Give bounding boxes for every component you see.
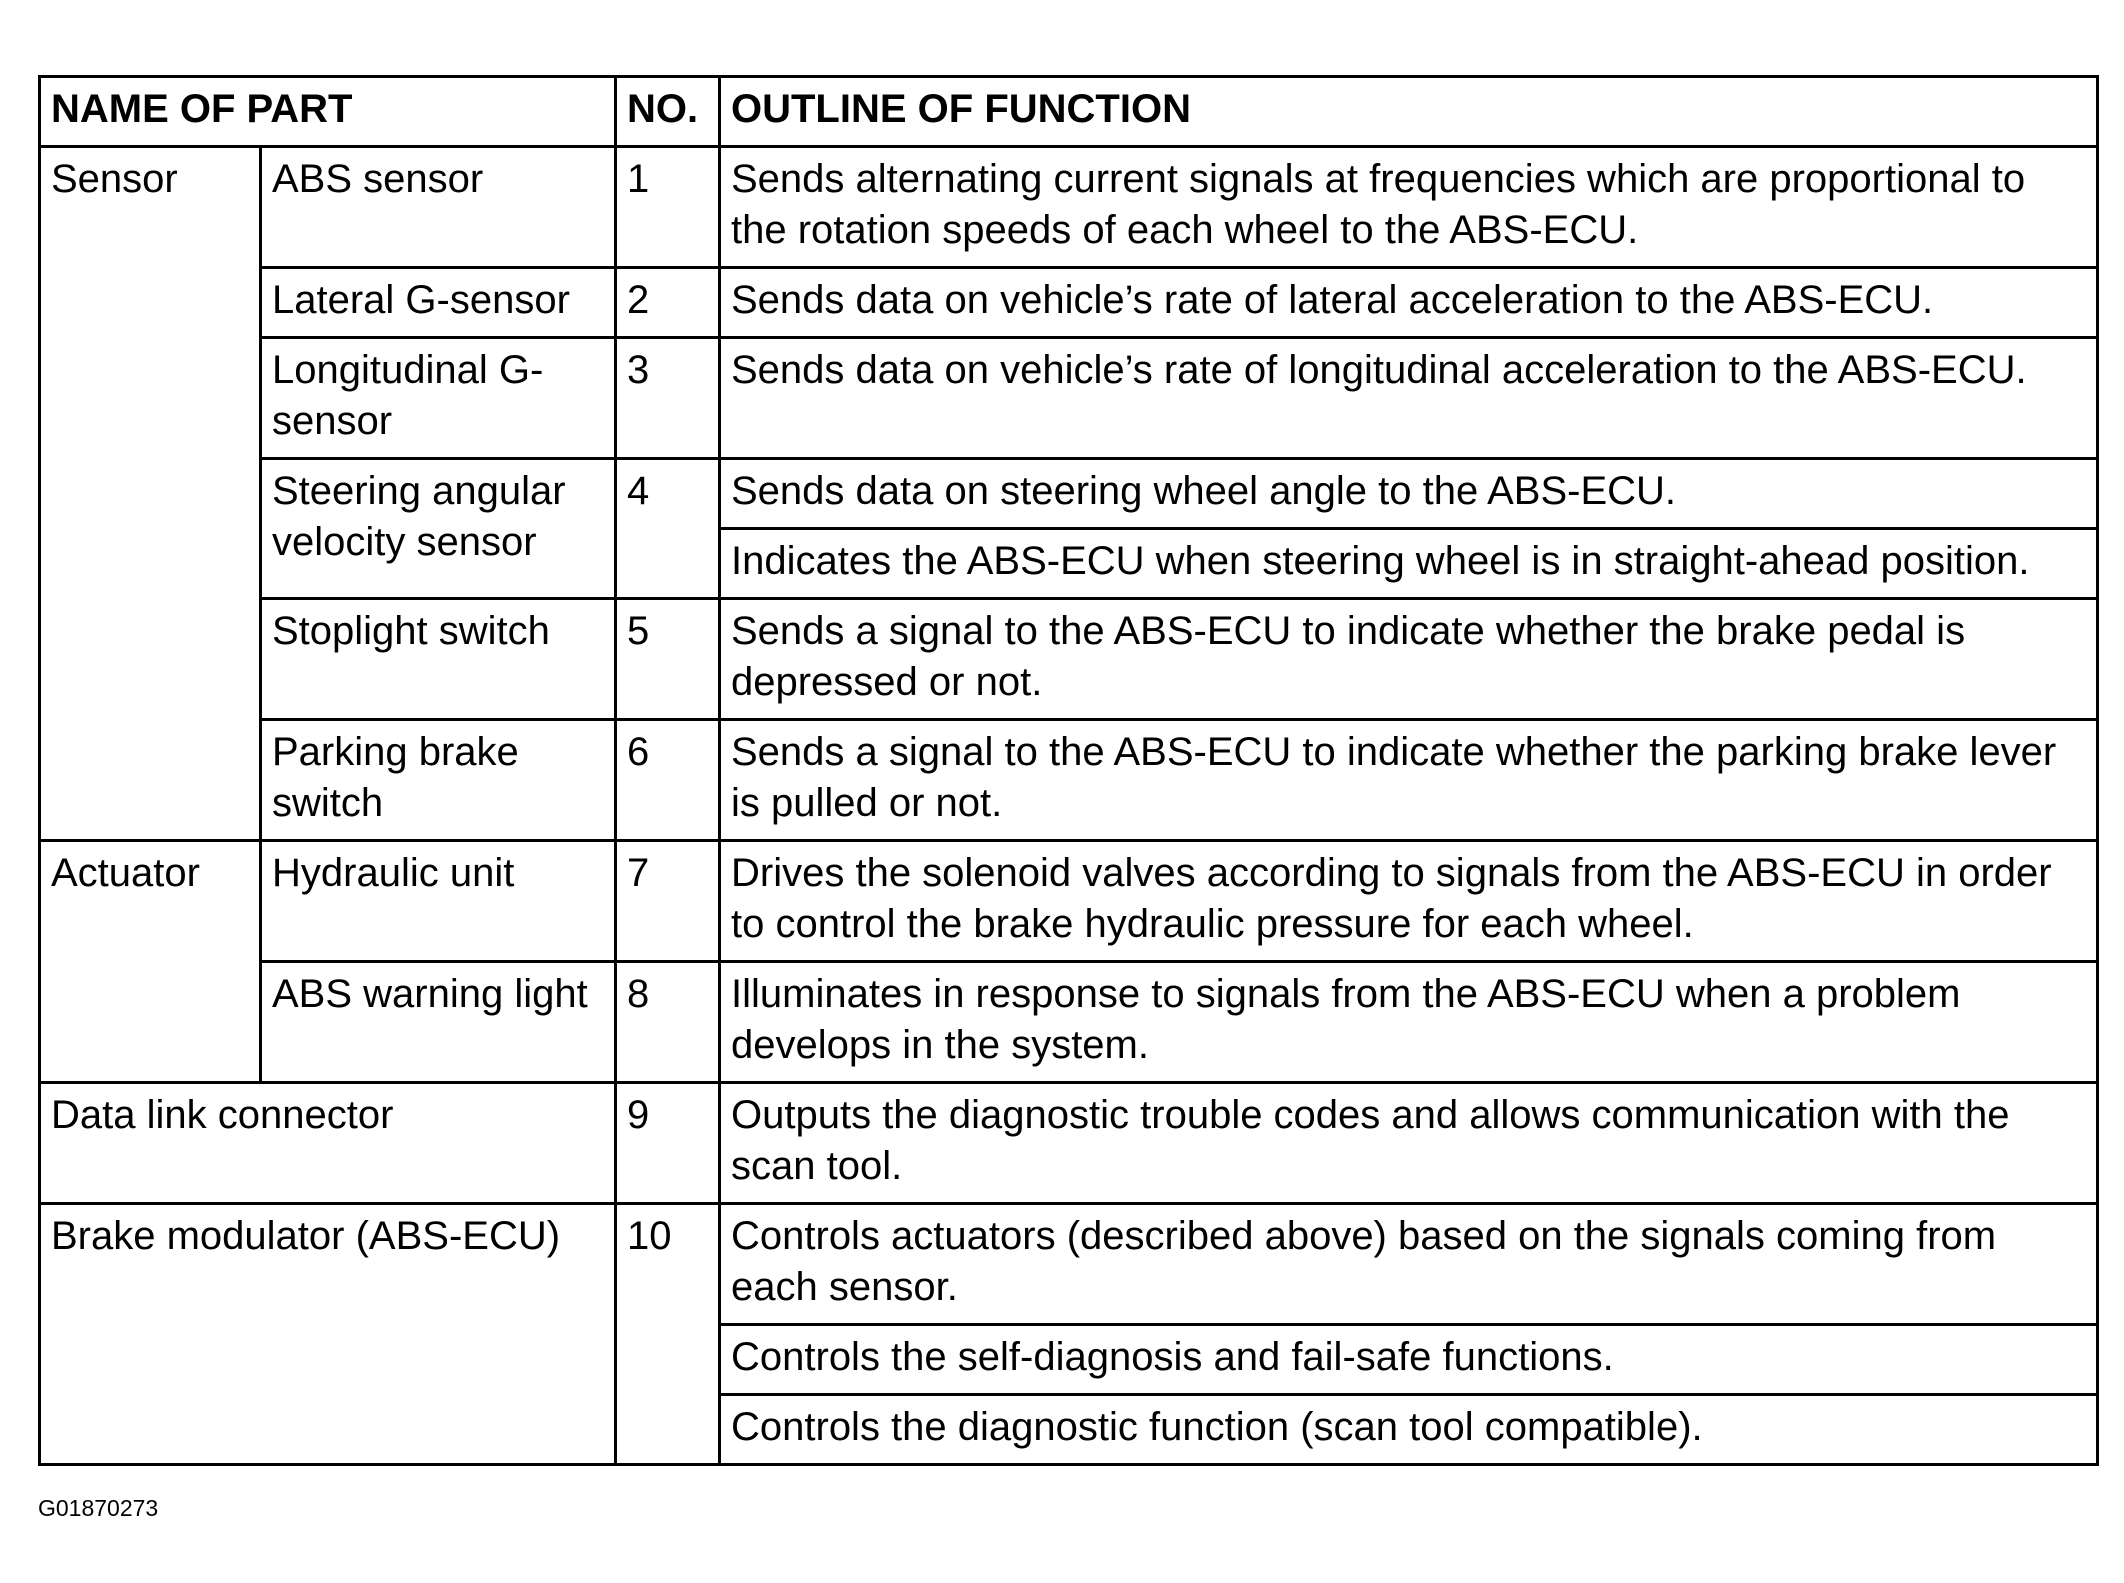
part-function: Outputs the diagnostic trouble codes and allows communication with the scan tool. bbox=[720, 1083, 2098, 1204]
header-row bbox=[40, 77, 2098, 147]
part-number: 9 bbox=[616, 1083, 720, 1204]
header-name-of-part: NAME OF PART bbox=[40, 77, 616, 147]
table-row bbox=[40, 599, 2098, 720]
table-row bbox=[40, 1083, 2098, 1204]
part-function: Controls the diagnostic function (scan tool compatible). bbox=[720, 1395, 2098, 1465]
part-function: Indicates the ABS-ECU when steering wheel is in straight-ahead position. bbox=[720, 529, 2098, 599]
part-function: Controls the self-diagnosis and fail-safe functions. bbox=[720, 1325, 2098, 1395]
part-name: Longitudinal G-sensor bbox=[261, 338, 616, 459]
table-row bbox=[40, 268, 2098, 338]
part-number: 3 bbox=[616, 338, 720, 459]
group-label-actuator: Actuator bbox=[40, 841, 261, 1083]
figure-id: G01870273 bbox=[38, 1495, 159, 1521]
part-name: Data link connector bbox=[40, 1083, 616, 1204]
part-name: Steering angular velocity sensor bbox=[261, 459, 616, 599]
part-function: Illuminates in response to signals from the ABS-ECU when a problem develops in the system. bbox=[720, 962, 2098, 1083]
parts-function-table bbox=[38, 75, 2099, 1466]
part-number: 10 bbox=[616, 1204, 720, 1465]
part-function: Controls actuators (described above) based on the signals coming from each sensor. bbox=[720, 1204, 2098, 1325]
table-row bbox=[40, 147, 2098, 268]
table-row bbox=[40, 841, 2098, 962]
part-name: Stoplight switch bbox=[261, 599, 616, 720]
part-function: Sends data on vehicle’s rate of lateral acceleration to the ABS-ECU. bbox=[720, 268, 2098, 338]
part-number: 4 bbox=[616, 459, 720, 599]
part-name: ABS warning light bbox=[261, 962, 616, 1083]
part-function: Sends data on vehicle’s rate of longitudinal acceleration to the ABS-ECU. bbox=[720, 338, 2098, 459]
part-number: 7 bbox=[616, 841, 720, 962]
part-number: 1 bbox=[616, 147, 720, 268]
part-number: 8 bbox=[616, 962, 720, 1083]
table-row bbox=[40, 720, 2098, 841]
part-number: 2 bbox=[616, 268, 720, 338]
table-row bbox=[40, 338, 2098, 459]
part-name: Brake modulator (ABS-ECU) bbox=[40, 1204, 616, 1465]
part-name: Lateral G-sensor bbox=[261, 268, 616, 338]
table-row bbox=[40, 1204, 2098, 1325]
part-number: 6 bbox=[616, 720, 720, 841]
part-name: Hydraulic unit bbox=[261, 841, 616, 962]
group-label-sensor: Sensor bbox=[40, 147, 261, 841]
part-function: Drives the solenoid valves according to signals from the ABS-ECU in order to control the brake hydraulic pressure for each wheel. bbox=[720, 841, 2098, 962]
header-outline-of-function: OUTLINE OF FUNCTION bbox=[720, 77, 2098, 147]
part-function: Sends data on steering wheel angle to the ABS-ECU. bbox=[720, 459, 2098, 529]
part-name: Parking brake switch bbox=[261, 720, 616, 841]
part-number: 5 bbox=[616, 599, 720, 720]
part-function: Sends a signal to the ABS-ECU to indicate whether the brake pedal is depressed or not. bbox=[720, 599, 2098, 720]
part-name: ABS sensor bbox=[261, 147, 616, 268]
table-row bbox=[40, 962, 2098, 1083]
table-row bbox=[40, 459, 2098, 529]
part-function: Sends alternating current signals at frequencies which are proportional to the rotation speeds of each wheel to the ABS-ECU. bbox=[720, 147, 2098, 268]
part-function: Sends a signal to the ABS-ECU to indicate whether the parking brake lever is pulled or not. bbox=[720, 720, 2098, 841]
header-no: NO. bbox=[616, 77, 720, 147]
